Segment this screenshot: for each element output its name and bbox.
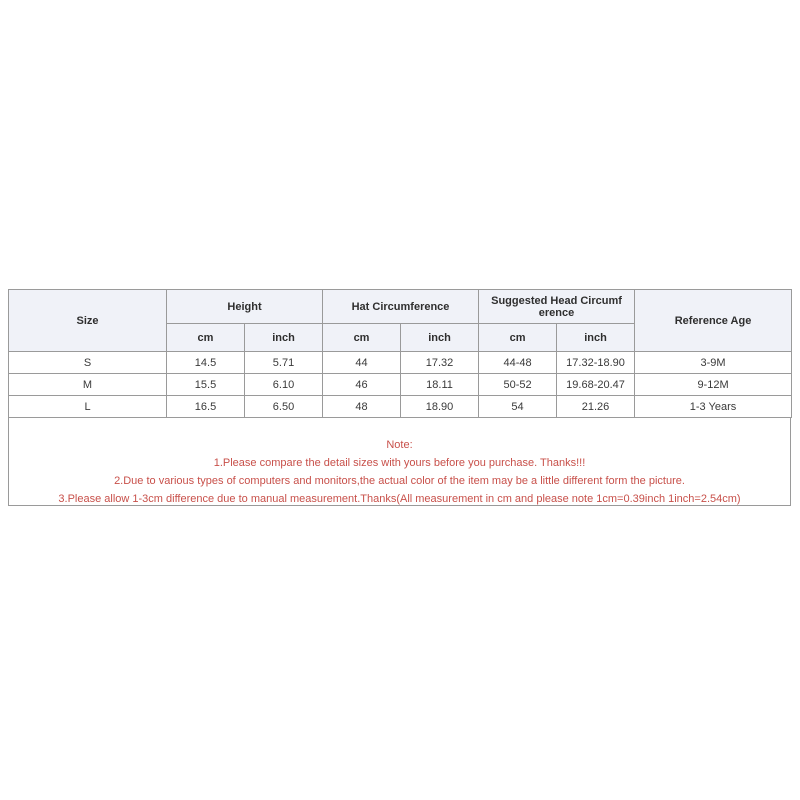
cell-hat-cm: 46 <box>323 374 401 396</box>
cell-height-cm: 16.5 <box>167 396 245 418</box>
cell-size: S <box>9 352 167 374</box>
cell-age: 1-3 Years <box>635 396 792 418</box>
note-line-3: 3.Please allow 1-3cm difference due to manual measurement.Thanks(All measurement in cm and please note 1cm=0.39inch 1inch=2.54cm) <box>58 493 741 505</box>
unit-hat-inch: inch <box>401 324 479 352</box>
header-height: Height <box>167 290 323 324</box>
cell-hat-cm: 44 <box>323 352 401 374</box>
header-reference-age: Reference Age <box>635 290 792 352</box>
unit-head-cm: cm <box>479 324 557 352</box>
note-line-2: 2.Due to various types of computers and monitors,the actual color of the item may be a little different form the picture. <box>114 475 685 487</box>
unit-height-inch: inch <box>245 324 323 352</box>
unit-height-cm: cm <box>167 324 245 352</box>
note-title: Note: <box>386 439 413 451</box>
cell-height-inch: 6.10 <box>245 374 323 396</box>
cell-head-inch: 21.26 <box>557 396 635 418</box>
unit-head-inch: inch <box>557 324 635 352</box>
cell-head-inch: 17.32-18.90 <box>557 352 635 374</box>
header-suggested-head-circumference: Suggested Head Circumf erence <box>479 290 635 324</box>
unit-hat-cm: cm <box>323 324 401 352</box>
cell-height-inch: 6.50 <box>245 396 323 418</box>
size-table <box>8 289 792 418</box>
cell-head-inch: 19.68-20.47 <box>557 374 635 396</box>
cell-hat-inch: 18.90 <box>401 396 479 418</box>
cell-height-cm: 15.5 <box>167 374 245 396</box>
header-row <box>9 290 792 324</box>
cell-age: 9-12M <box>635 374 792 396</box>
cell-age: 3-9M <box>635 352 792 374</box>
note-box <box>8 418 791 506</box>
cell-head-cm: 54 <box>479 396 557 418</box>
table-row <box>9 352 792 374</box>
note-line-1: 1.Please compare the detail sizes with yours before you purchase. Thanks!!! <box>213 457 586 469</box>
cell-hat-inch: 17.32 <box>401 352 479 374</box>
cell-hat-cm: 48 <box>323 396 401 418</box>
header-hat-circumference: Hat Circumference <box>323 290 479 324</box>
table-row <box>9 396 792 418</box>
cell-head-cm: 50-52 <box>479 374 557 396</box>
header-size: Size <box>9 290 167 352</box>
cell-height-inch: 5.71 <box>245 352 323 374</box>
cell-size: L <box>9 396 167 418</box>
size-chart <box>8 289 791 506</box>
table-row <box>9 374 792 396</box>
cell-height-cm: 14.5 <box>167 352 245 374</box>
cell-size: M <box>9 374 167 396</box>
cell-head-cm: 44-48 <box>479 352 557 374</box>
cell-hat-inch: 18.11 <box>401 374 479 396</box>
